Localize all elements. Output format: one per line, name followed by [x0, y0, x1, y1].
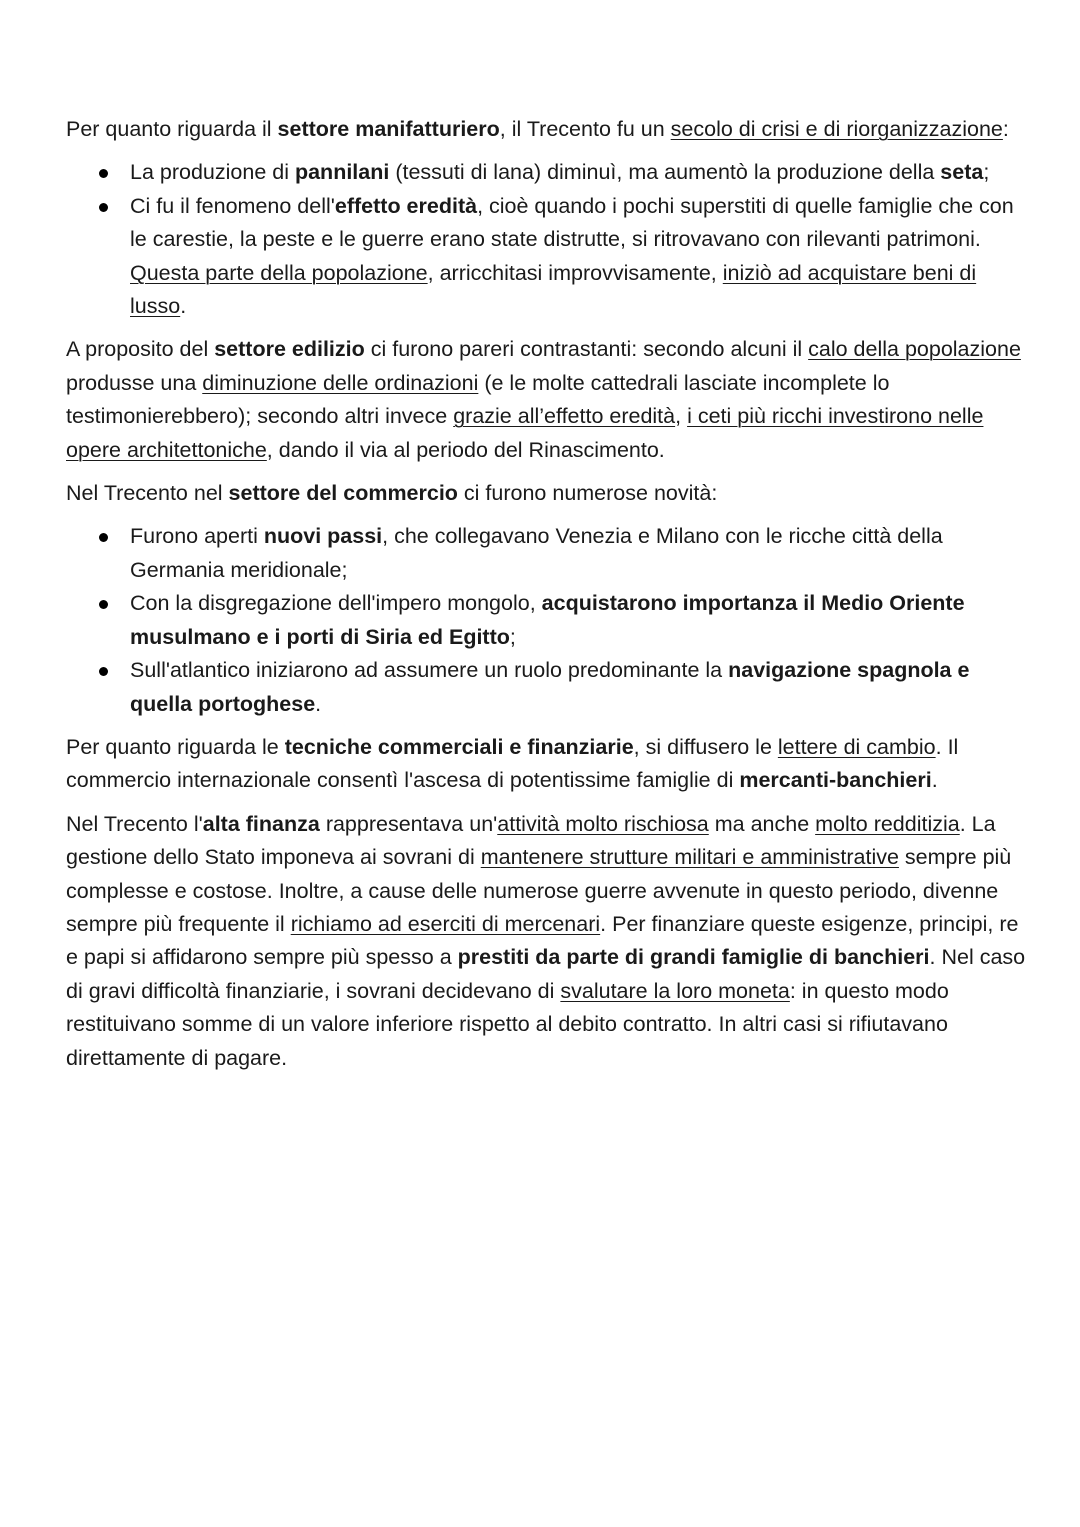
text: , dando il via al periodo del Rinascimento. — [266, 437, 665, 462]
text: , cioè quando i pochi superstiti di quelle famiglie che con le carestie, la peste e le guerre erano state distrutte, si ritrovavano con rilevanti patrimoni. — [130, 193, 1014, 252]
bold-term: settore edilizio — [214, 337, 365, 362]
bold-term: settore manifatturiero — [277, 117, 500, 141]
text: ma anche — [708, 811, 816, 836]
text: , che collegavano Venezia e Milano con le ricche città della Germania meridionale; — [130, 524, 943, 582]
text: . Nel caso di gravi difficoltà finanziarie, i sovrani decidevano di — [66, 945, 1026, 1003]
paragraph-tecniche-commerciali — [66, 731, 1026, 798]
bold-term: navigazione spagnola e quella portoghese — [130, 658, 970, 716]
underlined-phrase: secolo di crisi e di riorganizzazione — [670, 117, 1003, 141]
underlined-phrase: grazie all’effetto eredità — [453, 404, 676, 429]
underlined-phrase: richiamo ad eserciti di mercenari — [290, 911, 601, 936]
underlined-phrase: diminuzione delle ordinazioni — [202, 370, 479, 395]
underlined-phrase: Questa parte della popolazione — [130, 260, 428, 285]
text: , arricchitasi improvvisamente, — [427, 260, 723, 285]
bold-term: settore del commercio — [228, 481, 458, 506]
bold-term: prestiti da parte di grandi famiglie di banchieri — [457, 945, 930, 970]
text: . Il commercio internazionale consentì l'ascesa di potentissime famiglie di — [66, 734, 959, 793]
list-item — [66, 156, 1026, 189]
underlined-phrase: calo della popolazione — [808, 337, 1021, 362]
text: Per quanto riguarda le — [66, 734, 285, 759]
bullet-list-manifattura — [66, 156, 1026, 323]
text: Ci fu il fenomeno dell' — [130, 193, 335, 218]
text: Per quanto riguarda il — [66, 117, 278, 141]
text: A proposito del — [66, 337, 215, 362]
paragraph-settore-edilizio — [66, 333, 1026, 467]
underlined-phrase: molto redditizia — [815, 811, 960, 836]
text: . — [315, 691, 322, 716]
text: Sull'atlantico iniziarono ad assumere un ruolo predominante la — [130, 658, 729, 683]
text: . La gestione dello Stato imponeva ai sovrani di — [66, 811, 996, 870]
text: , — [675, 404, 688, 429]
bold-term: nuovi passi — [263, 524, 383, 549]
bold-term: acquistarono importanza il Medio Oriente musulmano e i porti di Siria ed Egitto — [130, 591, 965, 649]
text: produsse una — [66, 370, 203, 395]
text: (tessuti di lana) diminuì, ma aumentò la produzione della — [389, 160, 941, 185]
underlined-phrase: lettere di cambio — [777, 734, 936, 759]
underlined-phrase: i ceti più ricchi investirono nelle opere architettoniche — [66, 404, 984, 462]
bullet-list-commercio — [66, 520, 1026, 720]
bold-term: seta — [940, 160, 984, 185]
bold-term: tecniche commerciali e finanziarie — [284, 734, 634, 759]
text: : — [1002, 117, 1009, 141]
underlined-phrase: attività molto rischiosa — [497, 811, 709, 836]
text: Furono aperti — [130, 524, 264, 549]
text: Con la disgregazione dell'impero mongolo, — [130, 591, 542, 616]
text: La produzione di — [130, 160, 295, 185]
paragraph-alta-finanza — [66, 808, 1026, 1075]
underlined-phrase: svalutare la loro moneta — [560, 978, 790, 1003]
text: (e le molte cattedrali lasciate incomplete lo testimonierebbero); secondo altri invece — [66, 370, 890, 429]
text: , si diffusero le — [633, 734, 778, 759]
text: Nel Trecento l' — [66, 811, 203, 836]
text: ci furono numerose novità: — [457, 481, 718, 506]
underlined-phrase: iniziò ad acquistare beni di lusso — [130, 260, 977, 319]
list-item — [66, 520, 1026, 587]
paragraph-settore-commercio — [66, 477, 1026, 510]
text: . — [180, 294, 187, 319]
text: . — [931, 768, 938, 793]
text: sempre più complesse e costose. Inoltre, a cause delle numerose guerre avvenute in questo periodo, divenne sempre più frequente il — [66, 845, 1012, 936]
bold-term: mercanti-banchieri — [739, 768, 932, 793]
text: rappresentava un' — [319, 811, 498, 836]
text: Nel Trecento nel — [66, 481, 229, 506]
list-item — [66, 587, 1026, 654]
bold-term: effetto eredità — [334, 193, 478, 218]
text: ci furono pareri contrastanti: secondo alcuni il — [364, 337, 809, 362]
text: ; — [509, 624, 516, 649]
underlined-phrase: mantenere strutture militari e amministrative — [480, 845, 899, 870]
bold-term: pannilani — [294, 160, 390, 185]
list-item — [66, 190, 1026, 324]
text: , il Trecento fu un — [499, 117, 671, 141]
bold-term: alta finanza — [202, 811, 320, 836]
text: : in questo modo restituivano somme di un valore inferiore rispetto al debito contratto. In altri casi si rifiutavano direttamente di pagare. — [66, 978, 949, 1070]
paragraph-settore-manifatturiero — [66, 113, 1026, 146]
list-item — [66, 654, 1026, 721]
text: . Per finanziare queste esigenze, principi, re e papi si affidarono sempre più spesso a — [66, 911, 1019, 970]
document-page — [66, 113, 1026, 1085]
text: ; — [983, 160, 990, 185]
